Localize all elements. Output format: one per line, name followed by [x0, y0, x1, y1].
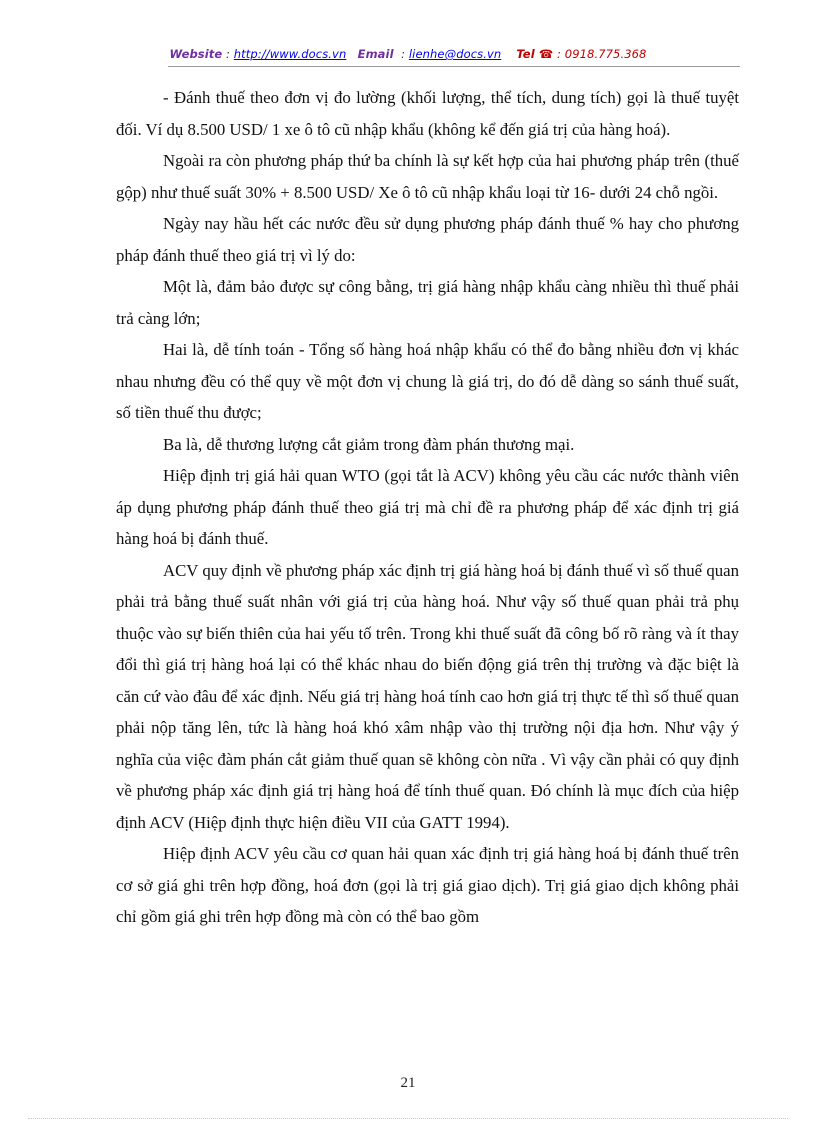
paragraph: Ngày nay hầu hết các nước đều sử dụng phương pháp đánh thuế % hay cho phương pháp đánh thuế theo giá trị vì lý do: — [116, 214, 739, 265]
phone-number: 0918.775.368 — [564, 47, 647, 61]
paragraph: Hiệp định ACV yêu cầu cơ quan hải quan xác định trị giá hàng hoá bị đánh thuế trên cơ sở giá ghi trên hợp đồng, hoá đơn (gọi là trị giá giao dịch). Trị giá giao dịch không phải chỉ gồm giá ghi trên hợp đồng mà còn có thể bao gồm — [116, 844, 739, 926]
phone-icon: ☎ — [538, 47, 554, 61]
page-header: Website : http://www.docs.vn Email : lienhe@docs.vn Tel ☎ : 0918.775.368 — [169, 47, 647, 61]
website-link[interactable]: http://www.docs.vn — [233, 47, 347, 61]
email-label: Email — [357, 47, 394, 61]
paragraph: Hiệp định trị giá hải quan WTO (gọi tắt là ACV) không yêu cầu các nước thành viên áp dụng phương pháp đánh thuế theo giá trị mà chỉ đề ra phương pháp để xác định trị giá hàng hoá bị đánh thuế. — [116, 466, 739, 548]
footer-divider — [28, 1118, 788, 1119]
website-label: Website — [169, 47, 223, 61]
paragraph: Ngoài ra còn phương pháp thứ ba chính là sự kết hợp của hai phương pháp trên (thuế gộp) như thuế suất 30% + 8.500 USD/ Xe ô tô cũ nhập khẩu loại từ 16- dưới 24 chỗ ngồi. — [116, 151, 739, 202]
paragraph: - Đánh thuế theo đơn vị đo lường (khối lượng, thể tích, dung tích) gọi là thuế tuyệt đối. Ví dụ 8.500 USD/ 1 xe ô tô cũ nhập khẩu (không kể đến giá trị của hàng hoá). — [116, 88, 739, 139]
email-link[interactable]: lienhe@docs.vn — [408, 47, 502, 61]
paragraph: Ba là, dễ thương lượng cắt giảm trong đàm phán thương mại. — [163, 434, 575, 454]
header-divider — [168, 66, 740, 67]
body-text — [116, 82, 739, 933]
paragraph: ACV quy định về phương pháp xác định trị giá hàng hoá bị đánh thuế vì số thuế quan phải trả bằng thuế suất nhân với giá trị của hàng hoá. Như vậy số thuế quan phải trả phụ thuộc vào sự biến thiên của hai yếu tố trên. Trong khi thuế suất đã công bố rõ ràng và ít thay đổi thì giá trị hàng hoá lại có thể khác nhau do biến động giá trên thị trường và đặc biệt là căn cứ vào đâu để xác định. Nếu giá trị hàng hoá tính cao hơn giá trị thực tế thì số thuế quan phải nộp tăng lên, tức là hàng hoá khó xâm nhập vào thị trường nội địa hơn. Như vậy ý nghĩa của việc đàm phán cắt giảm thuế quan sẽ không còn nữa . Vì vậy cần phải có quy định về phương pháp xác định giá trị hàng hoá để tính thuế quan. Đó chính là mục đích của hiệp định ACV (Hiệp định thực hiện điều VII của GATT 1994). — [116, 560, 739, 832]
paragraph: Một là, đảm bảo được sự công bằng, trị giá hàng nhập khẩu càng nhiều thì thuế phải trả càng lớn; — [116, 277, 739, 328]
paragraph: Hai là, dễ tính toán - Tổng số hàng hoá nhập khẩu có thể đo bằng nhiều đơn vị khác nhau nhưng đều có thể quy về một đơn vị chung là giá trị, do đó dễ dàng so sánh thuế suất, số tiền thuế thu được; — [116, 340, 739, 422]
page-number: 21 — [400, 1075, 416, 1091]
tel-label: Tel — [516, 47, 535, 61]
